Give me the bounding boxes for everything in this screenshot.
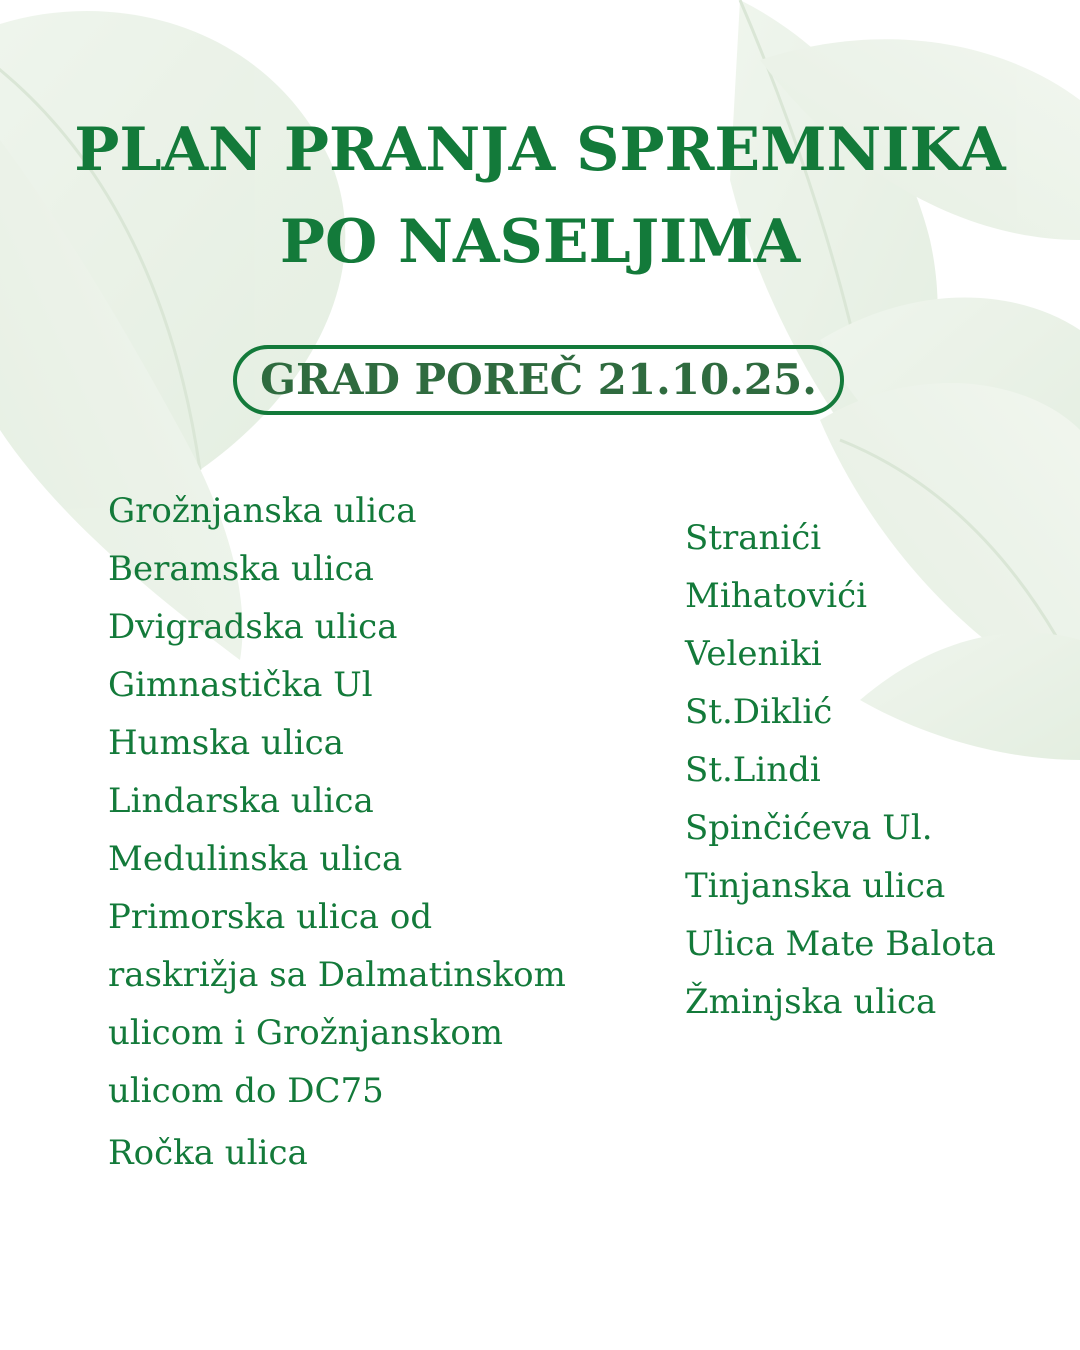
list-item: Medulinska ulica bbox=[108, 839, 403, 879]
list-item: Grožnjanska ulica bbox=[108, 491, 417, 531]
list-item: Primorska ulica od raskrižja sa Dalmatinskom ulicom i Grožnjanskom ulicom do DC75 bbox=[108, 897, 566, 1111]
location-date-badge bbox=[233, 345, 844, 415]
list-item: Humska ulica bbox=[108, 723, 344, 763]
list-item: Lindarska ulica bbox=[108, 781, 374, 821]
page-title bbox=[0, 104, 1080, 288]
list-item: Veleniki bbox=[685, 634, 822, 674]
list-item: Ulica Mate Balota bbox=[685, 924, 996, 964]
badge-label: GRAD POREČ 21.10.25. bbox=[260, 355, 817, 404]
list-item: Stranići bbox=[685, 518, 822, 558]
list-item: Spinčićeva Ul. bbox=[685, 808, 933, 848]
list-item: Ročka ulica bbox=[108, 1133, 308, 1173]
list-item: Gimnastička Ul bbox=[108, 665, 373, 705]
list-item: St.Lindi bbox=[685, 750, 821, 790]
list-item: Dvigradska ulica bbox=[108, 607, 398, 647]
street-list-right bbox=[685, 509, 1065, 1031]
list-item: Beramska ulica bbox=[108, 549, 374, 589]
title-line-2: PO NASELJIMA bbox=[279, 207, 801, 277]
title-line-1: PLAN PRANJA SPREMNIKA bbox=[74, 115, 1006, 185]
list-item: Tinjanska ulica bbox=[685, 866, 946, 906]
list-item: Žminjska ulica bbox=[685, 982, 937, 1022]
street-list-left bbox=[108, 482, 578, 1182]
list-item: St.Diklić bbox=[685, 692, 833, 732]
list-item: Mihatovići bbox=[685, 576, 867, 616]
